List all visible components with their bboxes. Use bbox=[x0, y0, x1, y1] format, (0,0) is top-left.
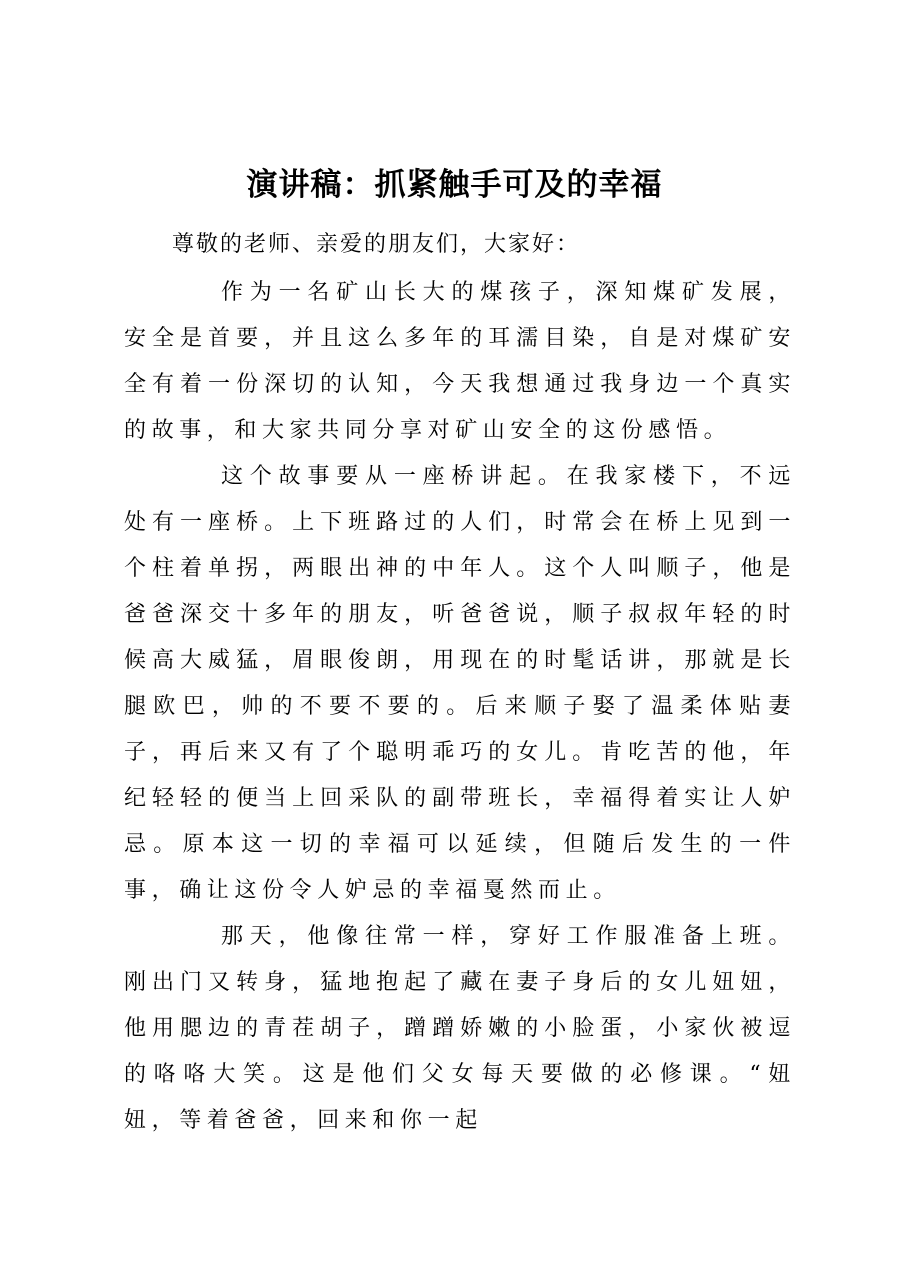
document-body bbox=[124, 222, 796, 1144]
paragraph-1: 作为一名矿山长大的煤孩子，深知煤矿发展，安全是首要，并且这么多年的耳濡目染，自是对煤矿安全有着一份深切的认知，今天我想通过我身边一个真实的故事，和大家共同分享对矿山安全的这份感悟。 bbox=[124, 280, 796, 443]
paragraph-2: 这个故事要从一座桥讲起。在我家楼下，不远处有一座桥。上下班路过的人们，时常会在桥上见到一个柱着单拐，两眼出神的中年人。这个人叫顺子，他是爸爸深交十多年的朋友，听爸爸说，顺子叔叔年轻的时候高大威猛，眉眼俊朗，用现在的时髦话讲，那就是长腿欧巴，帅的不要不要的。后来顺子娶了温柔体贴妻子，再后来又有了个聪明乖巧的女儿。肯吃苦的他，年纪轻轻的便当上回采队的副带班长，幸福得着实让人妒忌。原本这一切的幸福可以延续，但随后发生的一件事，确让这份令人妒忌的幸福戛然而止。 bbox=[124, 464, 796, 903]
paragraph-3: 那天，他像往常一样，穿好工作服准备上班。刚出门又转身，猛地抱起了藏在妻子身后的女儿妞妞，他用腮边的青茬胡子，蹭蹭娇嫩的小脸蛋，小家伙被逗的咯咯大笑。这是他们父女每天要做的必修课。“妞妞，等着爸爸，回来和你一起 bbox=[124, 924, 796, 1133]
document-title: 演讲稿：抓紧触手可及的幸福 bbox=[246, 167, 663, 203]
greeting-line: 尊敬的老师、亲爱的朋友们，大家好： bbox=[172, 232, 581, 257]
